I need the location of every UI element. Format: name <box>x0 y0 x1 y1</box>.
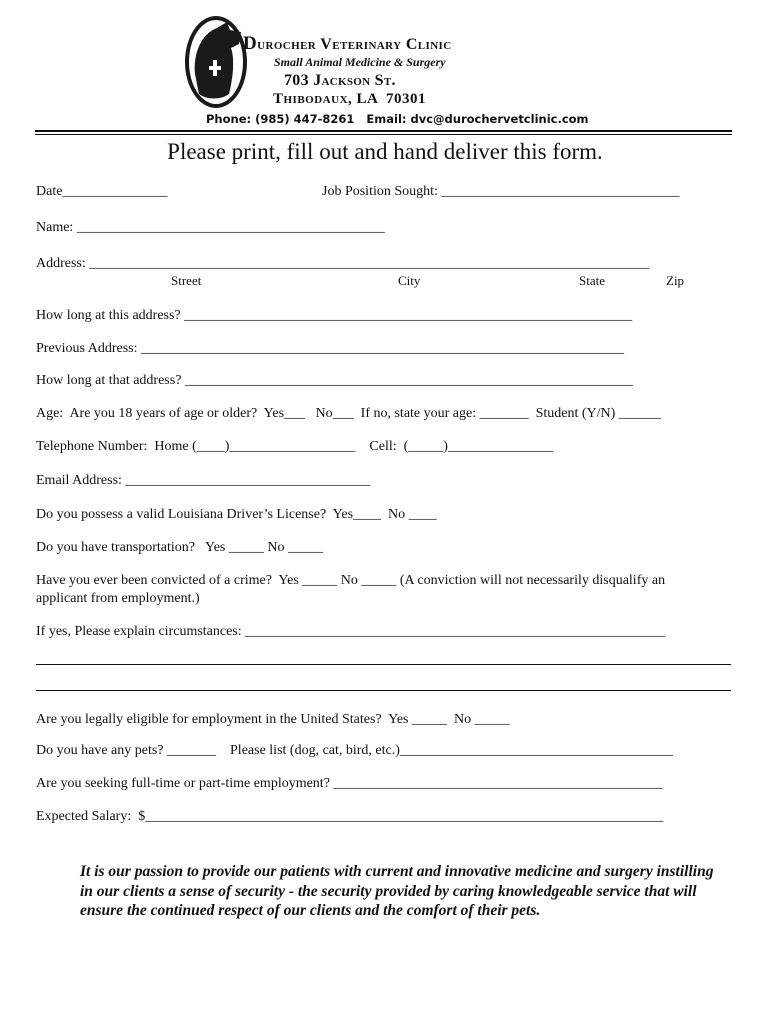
address-field[interactable]: Address: ________________________________________________________________________________ <box>36 256 650 271</box>
address-label-zip: Zip <box>666 273 685 288</box>
convicted-field[interactable]: Have you ever been convicted of a crime? Yes _____ No _____ (A conviction will not necessarily disqualify an <box>36 573 666 588</box>
mission-statement: It is our passion to provide our patients with current and innovative medicine and surgery instilling in our clients a sense of security - the security provided by caring knowledgeable service that will ensure the continued respect of our clients and the comfort of their pets. <box>80 863 714 919</box>
name-field[interactable]: Name: ____________________________________________ <box>36 220 385 235</box>
explain-field[interactable]: If yes, Please explain circumstances: ____________________________________________________________ <box>36 624 666 639</box>
explain-line-3[interactable] <box>36 690 731 691</box>
how-long-address-field[interactable]: How long at this address? ________________________________________________________________ <box>36 308 633 323</box>
clinic-street: 703 Jackson St. <box>284 72 396 89</box>
drivers-license-field[interactable]: Do you possess a valid Louisiana Driver’s License? Yes____ No ____ <box>36 507 437 522</box>
clinic-name: Durocher Veterinary Clinic <box>243 33 452 54</box>
job-position-field[interactable]: Job Position Sought: __________________________________ <box>322 184 680 199</box>
clinic-city: Thibodaux, LA 70301 <box>273 91 427 107</box>
address-label-street: Street <box>171 273 202 288</box>
convicted-field-note: applicant from employment.) <box>36 591 200 606</box>
legally-eligible-field[interactable]: Are you legally eligible for employment in the United States? Yes _____ No _____ <box>36 712 510 727</box>
address-label-city: City <box>398 273 421 288</box>
salary-field[interactable]: Expected Salary: $__________________________________________________________________________ <box>36 809 664 824</box>
age-field[interactable]: Age: Are you 18 years of age or older? Yes___ No___ If no, state your age: _______ Student (Y/N) ______ <box>36 406 661 421</box>
clinic-tagline: Small Animal Medicine & Surgery <box>274 55 446 69</box>
address-label-state: State <box>579 273 605 288</box>
form-title: Please print, fill out and hand deliver this form. <box>167 139 603 164</box>
pets-field[interactable]: Do you have any pets? _______ Please list (dog, cat, bird, etc.)_______________________________________ <box>36 743 673 758</box>
how-long-that-address-field[interactable]: How long at that address? ________________________________________________________________ <box>36 373 633 388</box>
telephone-field[interactable]: Telephone Number: Home (____)__________________ Cell: (_____)_______________ <box>36 439 553 454</box>
header-rule-thin <box>35 134 732 135</box>
employment-type-field[interactable]: Are you seeking full-time or part-time employment? _______________________________________________ <box>36 776 663 791</box>
transportation-field[interactable]: Do you have transportation? Yes _____ No _____ <box>36 540 323 555</box>
explain-line-2[interactable] <box>36 664 731 665</box>
header-rule <box>35 130 732 132</box>
clinic-contact: Phone: (985) 447-8261 Email: dvc@durochervetclinic.com <box>206 112 589 126</box>
clinic-logo <box>183 14 249 110</box>
date-field[interactable]: Date_______________ <box>36 184 168 199</box>
email-field[interactable]: Email Address: ___________________________________ <box>36 473 371 488</box>
previous-address-field[interactable]: Previous Address: _____________________________________________________________________ <box>36 341 624 356</box>
